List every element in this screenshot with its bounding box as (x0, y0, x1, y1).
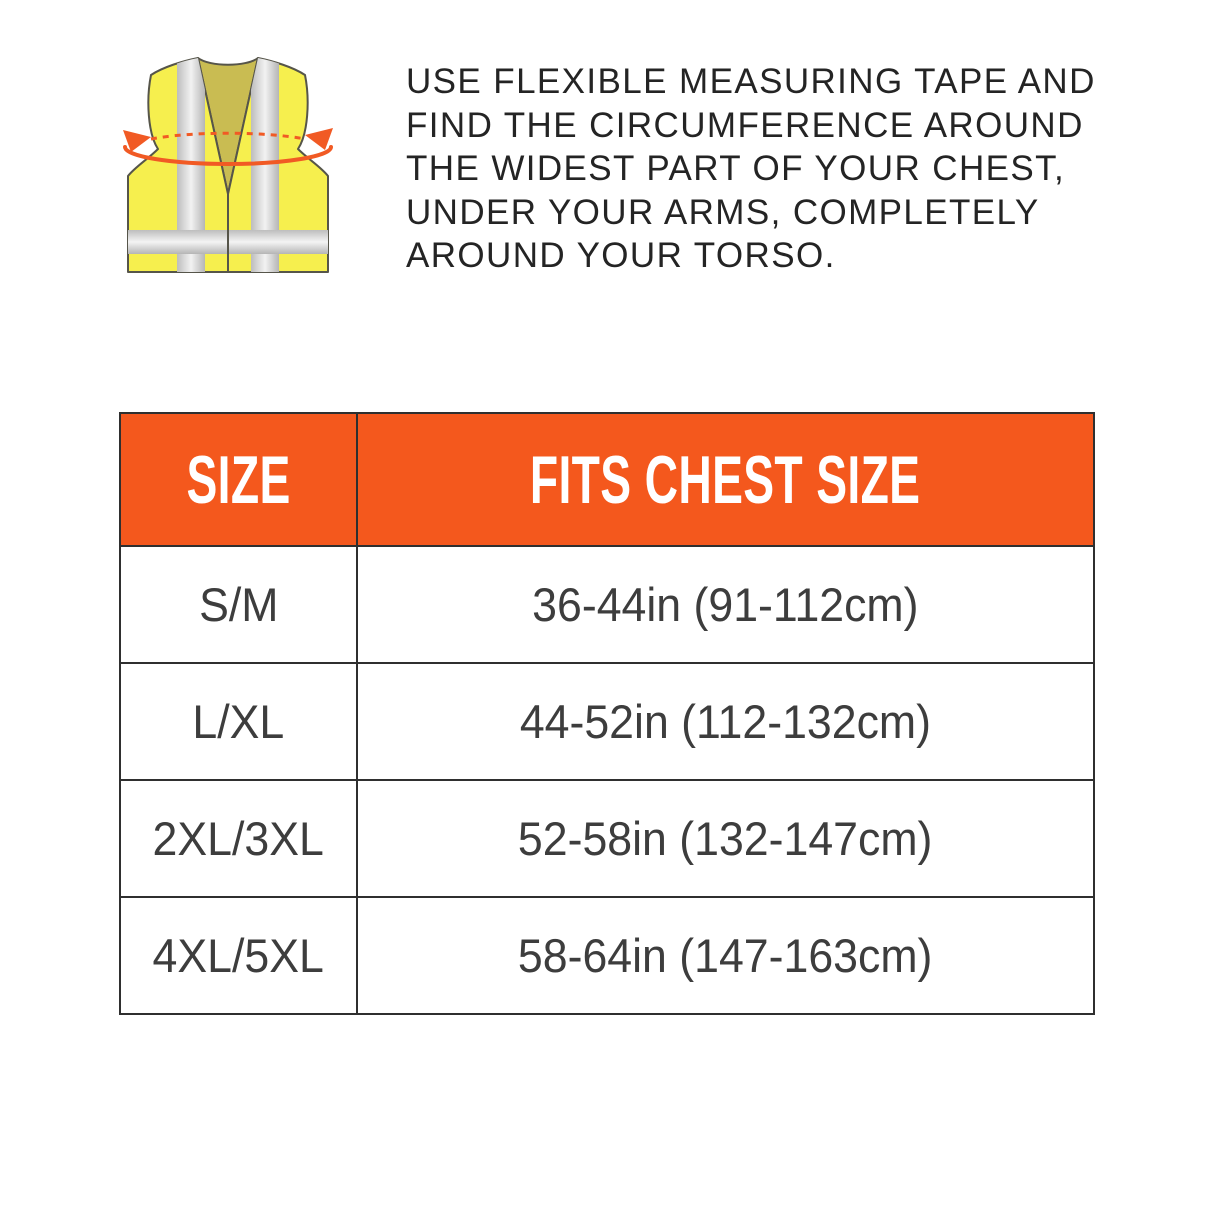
header-label-chest: FITS CHEST SIZE (530, 441, 921, 518)
cell-chest (358, 898, 1093, 1013)
size-value: 2XL/3XL (152, 812, 325, 865)
cell-size (121, 547, 358, 662)
cell-chest (358, 547, 1093, 662)
cell-size (121, 898, 358, 1013)
table-row (121, 781, 1093, 898)
instruction-line: UNDER YOUR ARMS, COMPLETELY (406, 192, 1040, 232)
instruction-line: FIND THE CIRCUMFERENCE AROUND (406, 105, 1084, 145)
instruction-line: USE FLEXIBLE MEASURING TAPE AND (406, 62, 1096, 101)
cell-chest (358, 664, 1093, 779)
instruction-line: THE WIDEST PART OF YOUR CHEST, (406, 149, 1066, 188)
instruction-line: AROUND YOUR TORSO. (406, 236, 836, 275)
header-label-size: SIZE (186, 441, 291, 518)
table-row (121, 664, 1093, 781)
chest-value: 52-58in (132-147cm) (518, 812, 933, 865)
chest-value: 44-52in (112-132cm) (519, 695, 932, 748)
chest-value: 58-64in (147-163cm) (518, 929, 933, 982)
cell-size (121, 781, 358, 896)
size-value: L/XL (192, 695, 285, 748)
size-table-header (121, 414, 1093, 547)
table-row (121, 547, 1093, 664)
size-value: 4XL/5XL (152, 929, 325, 982)
cell-size (121, 664, 358, 779)
size-table (119, 412, 1095, 1015)
header-cell-size (121, 414, 358, 545)
chest-value: 36-44in (91-112cm) (532, 578, 919, 631)
size-value: S/M (198, 578, 279, 631)
vest-measuring-illustration (103, 44, 355, 286)
table-row (121, 898, 1093, 1013)
header-cell-chest (358, 414, 1093, 545)
cell-chest (358, 781, 1093, 896)
measurement-instructions (406, 60, 1096, 278)
